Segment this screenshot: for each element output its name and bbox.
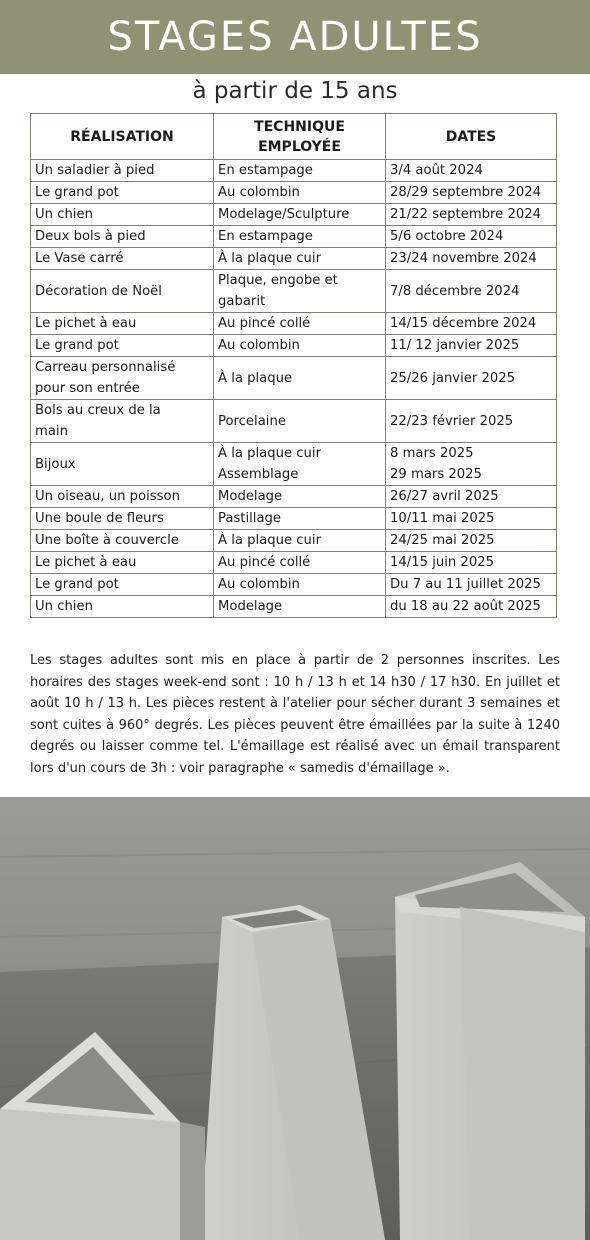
table-row <box>31 204 557 226</box>
cell-technique-text: En estampage <box>218 163 313 178</box>
cell-dates-text: du 18 au 22 août 2025 <box>390 599 541 614</box>
cell-technique <box>214 400 386 443</box>
cell-technique <box>214 486 386 508</box>
pottery-vases-image <box>0 797 590 1240</box>
cell-technique <box>214 530 386 552</box>
cell-technique-text: À la plaque <box>218 370 293 386</box>
column-header-realisation: RÉALISATION <box>31 114 214 160</box>
cell-technique-text: Au colombin <box>218 577 300 592</box>
cell-realisation <box>31 313 214 335</box>
table-row <box>31 443 557 486</box>
cell-dates <box>386 313 557 335</box>
cell-technique <box>214 596 386 618</box>
cell-realisation <box>31 574 214 596</box>
cell-technique-text: À la plaque cuir <box>218 446 321 461</box>
cell-dates-text: 7/8 décembre 2024 <box>390 283 520 299</box>
cell-technique-text: À la plaque cuir <box>218 533 321 548</box>
cell-realisation <box>31 357 214 400</box>
cell-dates <box>386 160 557 182</box>
cell-technique <box>214 270 386 313</box>
cell-realisation-text: Le pichet à eau <box>35 316 137 331</box>
cell-realisation <box>31 270 214 313</box>
cell-technique-text: Porcelaine <box>218 413 286 429</box>
page-subtitle: à partir de 15 ans <box>192 78 398 104</box>
cell-dates-text: 23/24 novembre 2024 <box>390 251 537 266</box>
cell-realisation-text: Un chien <box>35 599 93 614</box>
table-row <box>31 160 557 182</box>
cell-technique <box>214 357 386 400</box>
cell-dates-text: 5/6 octobre 2024 <box>390 229 504 244</box>
cell-dates-text: 14/15 juin 2025 <box>390 555 494 570</box>
cell-dates <box>386 248 557 270</box>
cell-technique <box>214 574 386 596</box>
cell-realisation <box>31 182 214 204</box>
cell-realisation-text: Un saladier à pied <box>35 163 155 178</box>
table-row <box>31 182 557 204</box>
cell-technique-text: Pastillage <box>218 511 282 526</box>
cell-realisation-text: Le Vase carré <box>35 251 124 266</box>
cell-dates <box>386 552 557 574</box>
table-row <box>31 530 557 552</box>
page-title: STAGES ADULTES <box>107 14 483 60</box>
schedule-table <box>30 113 557 618</box>
cell-technique-text: En estampage <box>218 229 313 244</box>
cell-dates <box>386 400 557 443</box>
cell-realisation <box>31 160 214 182</box>
cell-technique <box>214 508 386 530</box>
pottery-photo <box>0 797 590 1240</box>
cell-technique-text: Au pincé collé <box>218 316 311 331</box>
cell-technique-text: gabarit <box>218 294 266 309</box>
cell-technique <box>214 313 386 335</box>
cell-realisation <box>31 486 214 508</box>
cell-realisation <box>31 248 214 270</box>
table-row <box>31 335 557 357</box>
cell-technique-text: Au colombin <box>218 338 300 353</box>
cell-realisation-text: Le grand pot <box>35 185 119 200</box>
cell-dates <box>386 204 557 226</box>
cell-technique-text: Plaque, engobe et <box>218 273 338 288</box>
cell-realisation-text: Bols au creux de la <box>35 403 161 418</box>
title-banner <box>0 0 590 74</box>
cell-realisation <box>31 596 214 618</box>
cell-realisation-text: main <box>35 424 68 439</box>
column-header-dates: DATES <box>386 114 557 160</box>
table-row <box>31 508 557 530</box>
cell-dates <box>386 443 557 486</box>
table-row <box>31 552 557 574</box>
cell-dates-text: 22/23 février 2025 <box>390 413 514 429</box>
cell-technique-text: Assemblage <box>218 467 299 482</box>
cell-dates <box>386 335 557 357</box>
cell-dates-text: 8 mars 2025 <box>390 446 474 461</box>
table-row <box>31 574 557 596</box>
cell-technique <box>214 248 386 270</box>
cell-dates <box>386 530 557 552</box>
cell-realisation-text: pour son entrée <box>35 381 140 396</box>
info-paragraph: Les stages adultes sont mis en place à partir de 2 personnes inscrites. Les horaires des stages week-end sont : 10 h / 13 h et 14 h30 / 17 h30. En juillet et août 10 h / 13 h. Les pièces restent à l'atelier pour sécher durant 3 semaines et sont cuites à 960° degrés. Les pièces peuvent être émaillées par la suite à 1240 degrés ou laisser comme tel. L'émaillage est réalisé avec un émail transparent lors d'un cours de 3h : voir paragraphe « samedis d'émaillage ». <box>30 653 560 776</box>
cell-technique <box>214 204 386 226</box>
cell-dates-text: 3/4 août 2024 <box>390 163 483 178</box>
cell-technique <box>214 335 386 357</box>
cell-dates-text: 10/11 mai 2025 <box>390 511 495 526</box>
cell-dates <box>386 596 557 618</box>
cell-realisation <box>31 335 214 357</box>
table-row <box>31 313 557 335</box>
cell-technique <box>214 182 386 204</box>
cell-realisation-text: Le grand pot <box>35 577 119 592</box>
schedule-table-body <box>31 160 557 618</box>
cell-realisation-text: Deux bols à pied <box>35 229 146 244</box>
table-row <box>31 248 557 270</box>
cell-realisation-text: Un chien <box>35 207 93 222</box>
table-row <box>31 226 557 248</box>
cell-technique-text: Au pincé collé <box>218 555 311 570</box>
cell-dates <box>386 508 557 530</box>
cell-technique-text: Modelage/Sculpture <box>218 207 350 222</box>
cell-technique-text: À la plaque cuir <box>218 251 321 266</box>
cell-dates <box>386 574 557 596</box>
cell-realisation-text: Bijoux <box>35 456 76 472</box>
cell-dates-text: 25/26 janvier 2025 <box>390 370 516 386</box>
cell-dates-text: 14/15 décembre 2024 <box>390 316 537 331</box>
cell-realisation <box>31 204 214 226</box>
cell-realisation <box>31 400 214 443</box>
cell-technique-text: Modelage <box>218 599 283 614</box>
cell-dates-text: Du 7 au 11 juillet 2025 <box>390 577 541 592</box>
cell-realisation-text: Décoration de Noël <box>35 283 162 299</box>
cell-dates <box>386 182 557 204</box>
cell-realisation <box>31 530 214 552</box>
cell-realisation-text: Un oiseau, un poisson <box>35 489 180 504</box>
cell-realisation <box>31 552 214 574</box>
cell-realisation-text: Une boule de fleurs <box>35 511 164 526</box>
cell-technique <box>214 552 386 574</box>
table-row <box>31 400 557 443</box>
table-row <box>31 596 557 618</box>
cell-dates-text: 29 mars 2025 <box>390 467 482 482</box>
cell-dates <box>386 226 557 248</box>
cell-dates <box>386 357 557 400</box>
cell-dates-text: 28/29 septembre 2024 <box>390 185 542 200</box>
column-header-technique: TECHNIQUE EMPLOYÉE <box>214 114 386 160</box>
cell-realisation <box>31 508 214 530</box>
cell-realisation-text: Le grand pot <box>35 338 119 353</box>
cell-realisation-text: Une boîte à couvercle <box>35 533 179 548</box>
cell-technique <box>214 160 386 182</box>
cell-realisation <box>31 443 214 486</box>
cell-technique <box>214 443 386 486</box>
cell-technique <box>214 226 386 248</box>
table-row <box>31 357 557 400</box>
table-row <box>31 270 557 313</box>
cell-dates-text: 26/27 avril 2025 <box>390 489 499 504</box>
cell-technique-text: Au colombin <box>218 185 300 200</box>
cell-realisation-text: Carreau personnalisé <box>35 360 176 375</box>
cell-realisation <box>31 226 214 248</box>
cell-dates <box>386 270 557 313</box>
cell-realisation-text: Le pichet à eau <box>35 555 137 570</box>
table-header-row <box>31 114 557 160</box>
cell-dates-text: 24/25 mai 2025 <box>390 533 495 548</box>
table-row <box>31 486 557 508</box>
cell-dates-text: 11/ 12 janvier 2025 <box>390 338 520 353</box>
cell-dates <box>386 486 557 508</box>
cell-dates-text: 21/22 septembre 2024 <box>390 207 542 222</box>
cell-technique-text: Modelage <box>218 489 283 504</box>
